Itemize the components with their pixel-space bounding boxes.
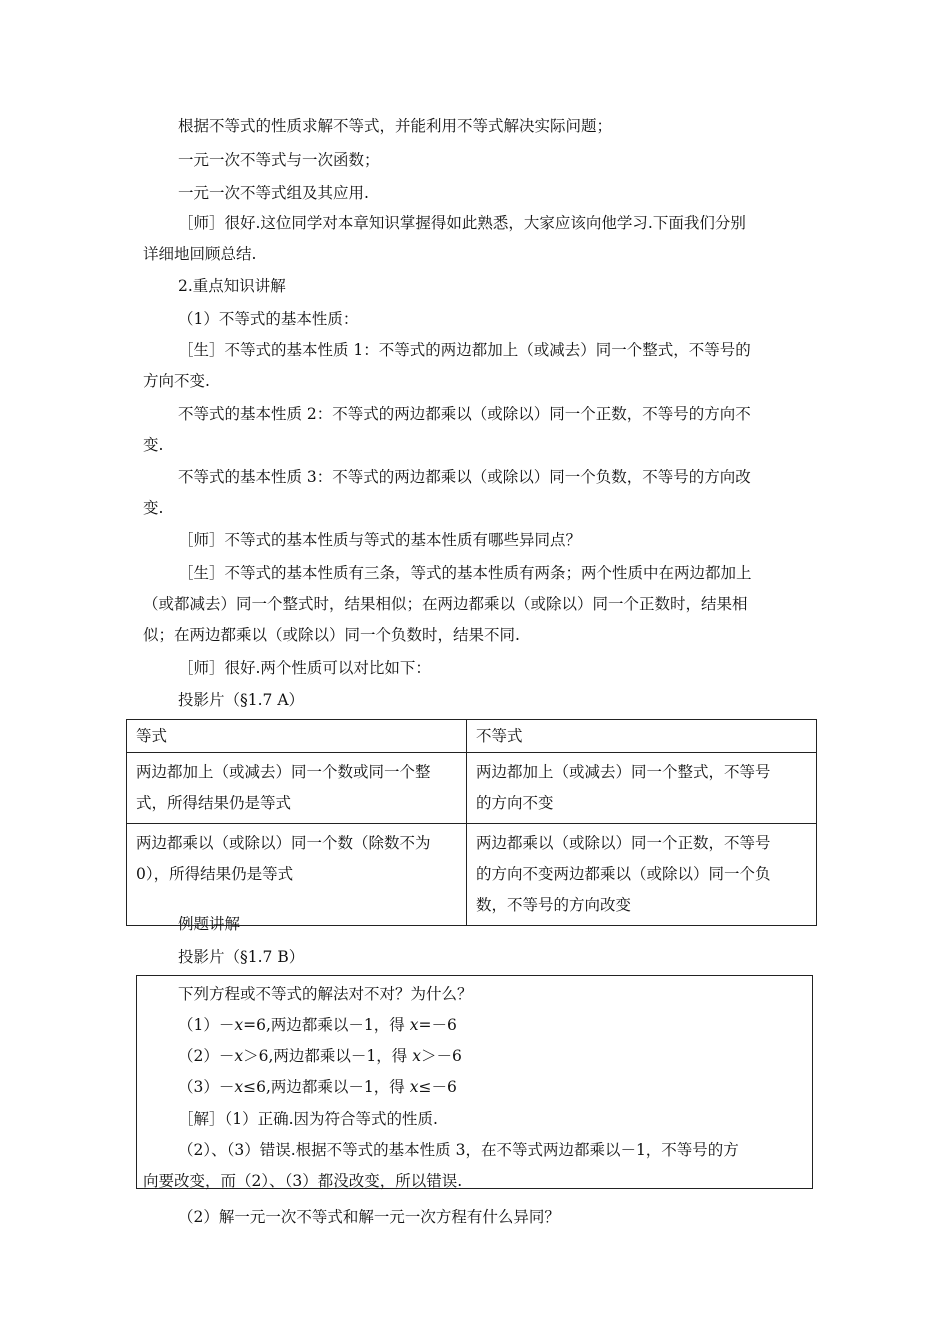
cell-line: 两边都乘以（或除以）同一个数（除数不为	[136, 834, 431, 852]
cell-line: 两边都加上（或减去）同一个整式，不等号	[476, 763, 771, 781]
table-row	[127, 753, 817, 824]
example-question: 下列方程或不等式的解法对不对？为什么？	[178, 985, 473, 1003]
property-2-line-1: 不等式的基本性质 2：不等式的两边都乘以（或除以）同一个正数，不等号的方向不	[178, 405, 751, 423]
comparison-table	[126, 719, 817, 926]
example-item-2	[178, 1046, 462, 1066]
slide-b-caption: 投影片（§1.7 B）	[178, 948, 305, 966]
table-row	[127, 824, 817, 926]
table-header-cell: 不等式	[467, 720, 817, 753]
property-1-line-2: 方向不变.	[143, 372, 210, 390]
cell-line: 0），所得结果仍是等式	[136, 865, 294, 883]
example-answer: ［解］（1）正确.因为符合等式的性质.	[178, 1110, 438, 1128]
student-answer-line-2: （或都减去）同一个整式时，结果相似；在两边都乘以（或除以）同一个正数时，结果相	[143, 595, 748, 613]
cell-line: 的方向不变	[476, 794, 554, 812]
example-item-3	[178, 1077, 457, 1097]
cell-line: 数，不等号的方向改变	[476, 896, 632, 914]
property-2-line-2: 变.	[143, 436, 164, 454]
item-text: ＞－6	[420, 1047, 462, 1065]
teacher-question: ［师］不等式的基本性质与等式的基本性质有哪些异同点？	[178, 531, 582, 549]
slide-a-caption: 投影片（§1.7 A）	[178, 691, 305, 709]
subheading-2: （2）解一元一次不等式和解一元一次方程有什么异同？	[178, 1208, 560, 1226]
table-header-row	[127, 720, 817, 753]
item-text: ≤－6	[418, 1078, 457, 1096]
variable: x	[234, 1047, 244, 1065]
intro-line-1: 根据不等式的性质求解不等式，并能利用不等式解决实际问题；	[178, 117, 613, 135]
cell-line: 式，所得结果仍是等式	[136, 794, 292, 812]
item-text: ≤6,两边都乘以－1，得	[243, 1078, 410, 1096]
example-item-1	[178, 1015, 457, 1035]
property-3-line-1: 不等式的基本性质 3：不等式的两边都乘以（或除以）同一个负数，不等号的方向改	[178, 468, 751, 486]
item-text: ＞6,两边都乘以－1，得	[243, 1047, 413, 1065]
item-text: （2）－	[178, 1047, 235, 1065]
variable: x	[234, 1078, 244, 1096]
item-text: （3）－	[178, 1078, 235, 1096]
variable: x	[412, 1047, 421, 1065]
table-cell	[467, 753, 817, 824]
subheading-1: （1）不等式的基本性质：	[178, 310, 359, 328]
property-3-line-2: 变.	[143, 499, 164, 517]
section-heading: 2.重点知识讲解	[178, 277, 286, 295]
example-box	[136, 975, 813, 1189]
property-1-line-1: ［生］不等式的基本性质 1：不等式的两边都加上（或减去）同一个整式，不等号的	[178, 341, 751, 359]
teacher-remark-1-line-1: ［师］很好.这位同学对本章知识掌握得如此熟悉，大家应该向他学习.下面我们分别	[178, 214, 746, 232]
example-answer-2-line-1: （2）、（3）错误.根据不等式的基本性质 3，在不等式两边都乘以－1，不等号的方	[178, 1141, 739, 1159]
variable: x	[409, 1016, 419, 1034]
table-cell	[127, 753, 467, 824]
item-text: =6,两边都乘以－1，得	[243, 1016, 410, 1034]
example-heading: 例题讲解	[178, 915, 241, 933]
variable: x	[409, 1078, 419, 1096]
cell-line: 两边都乘以（或除以）同一个正数，不等号	[476, 834, 771, 852]
table-cell	[127, 824, 467, 926]
item-text: （1）－	[178, 1016, 235, 1034]
table-cell	[467, 824, 817, 926]
intro-line-2: 一元一次不等式与一次函数；	[178, 151, 380, 169]
student-answer-line-3: 似；在两边都乘以（或除以）同一个负数时，结果不同.	[143, 626, 520, 644]
example-answer-2-line-2: 向要改变，而（2）、（3）都没改变，所以错误.	[143, 1172, 463, 1190]
cell-line: 两边都加上（或减去）同一个数或同一个整	[136, 763, 431, 781]
student-answer-line-1: ［生］不等式的基本性质有三条，等式的基本性质有两条；两个性质中在两边都加上	[178, 564, 752, 582]
teacher-remark-3: ［师］很好.两个性质可以对比如下：	[178, 659, 431, 677]
cell-line: 的方向不变两边都乘以（或除以）同一个负	[476, 865, 771, 883]
intro-line-3: 一元一次不等式组及其应用.	[178, 184, 369, 202]
table-header-cell: 等式	[127, 720, 467, 753]
item-text: =－6	[418, 1016, 457, 1034]
variable: x	[234, 1016, 244, 1034]
teacher-remark-1-line-2: 详细地回顾总结.	[143, 245, 257, 263]
